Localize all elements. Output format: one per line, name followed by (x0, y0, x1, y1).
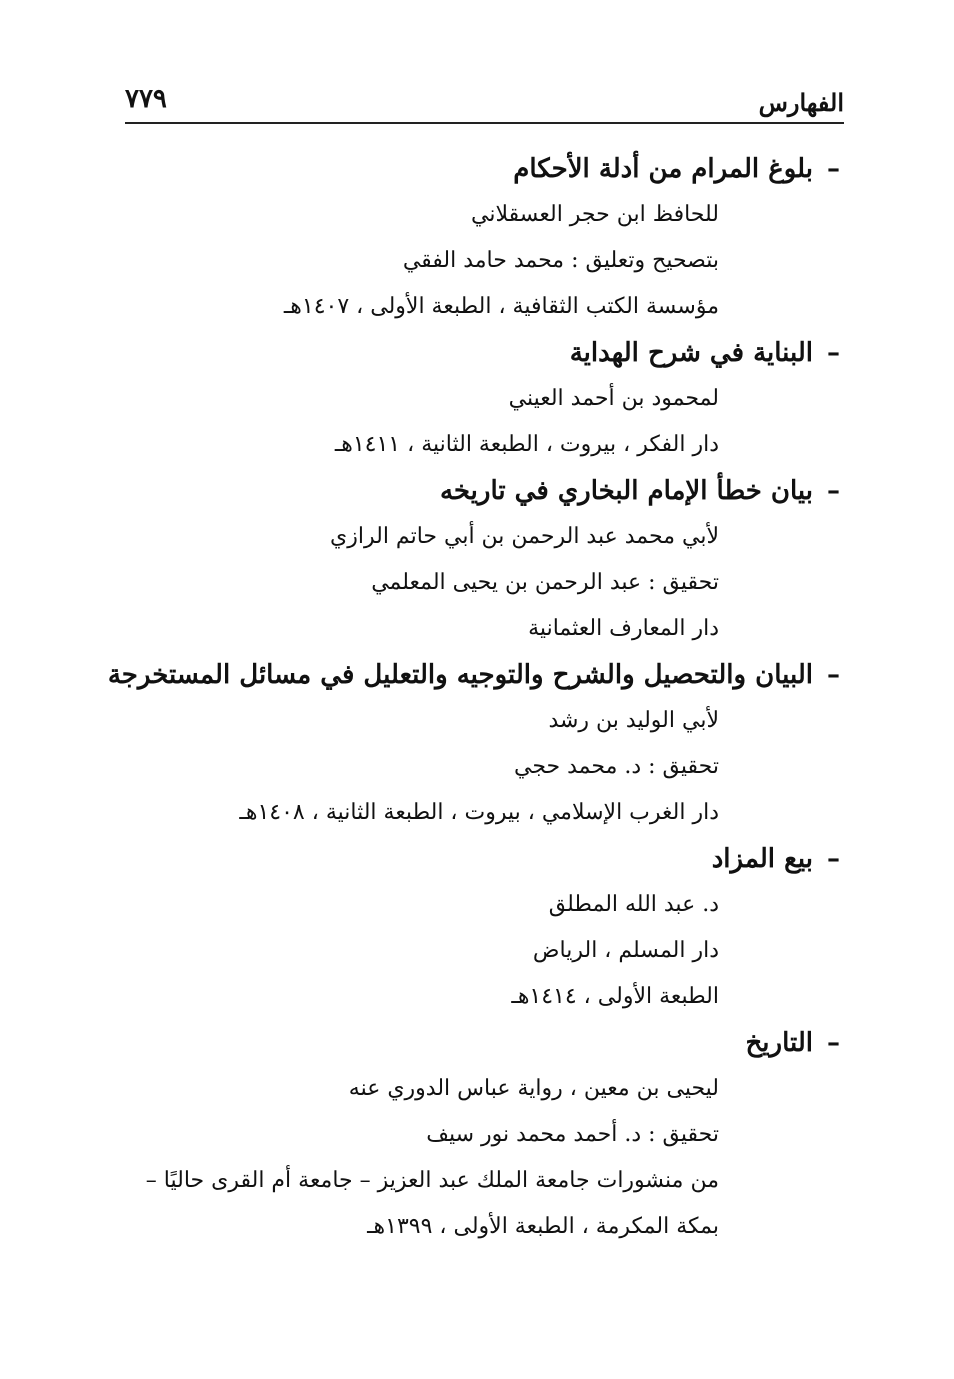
entry-author: لأبي الوليد بن رشد (548, 708, 719, 733)
entry-publisher: دار المسلم ، الرياض (532, 938, 719, 963)
entry-publisher: من منشورات جامعة الملك عبد العزيز – جامعة أم القرى حاليًا – (145, 1168, 719, 1193)
running-title: الفهارس (758, 88, 844, 117)
entry-dash: – (827, 660, 840, 690)
entry-author: ليحيى بن معين ، رواية عباس الدوري عنه (348, 1076, 719, 1101)
bibliography-entry (125, 1020, 840, 1250)
entry-author: لأبي محمد عبد الرحمن بن أبي حاتم الرازي (330, 524, 719, 549)
bibliography-entry (125, 146, 840, 330)
entry-title (125, 836, 840, 882)
bibliography-entry (125, 330, 840, 468)
entry-title (125, 1020, 840, 1066)
entry-editor: تحقيق : عبد الرحمن بن يحيى المعلمي (371, 570, 719, 595)
entry-dash: – (827, 1028, 840, 1058)
entry-edition: الطبعة الأولى ، ١٤١٤هـ (511, 984, 719, 1009)
bibliography-entry (125, 836, 840, 1020)
entry-title-text: البناية في شرح الهداية (569, 338, 813, 368)
entry-dash: – (827, 338, 840, 368)
bibliography-entry (125, 468, 840, 652)
entry-title-text: بيان خطأ الإمام البخاري في تاريخه (439, 476, 813, 506)
entry-publisher: دار المعارف العثمانية (528, 616, 719, 641)
entry-publisher: مؤسسة الكتب الثقافية ، الطبعة الأولى ، ١٤٠٧هـ (283, 294, 719, 319)
entry-title (125, 330, 840, 376)
entry-dash: – (827, 154, 840, 184)
entry-publisher: دار الفكر ، بيروت ، الطبعة الثانية ، ١٤١١هـ (334, 432, 719, 457)
bibliography-entry (107, 652, 840, 836)
header-divider (125, 122, 844, 124)
entry-title-text: التاريخ (745, 1028, 813, 1058)
entry-title (125, 146, 840, 192)
entry-editor: تحقيق : د. أحمد محمد نور سيف (426, 1122, 719, 1147)
entry-publisher-continued: بمكة المكرمة ، الطبعة الأولى ، ١٣٩٩هـ (367, 1214, 719, 1239)
entry-editor: بتصحيح وتعليق : محمد حامد الفقي (402, 248, 719, 273)
page-header (125, 78, 844, 122)
entry-title (125, 468, 840, 514)
entry-dash: – (827, 476, 840, 506)
page-number: ٧٧٩ (125, 84, 167, 114)
entry-author: للحافظ ابن حجر العسقلاني (471, 202, 719, 227)
entry-title-text: بلوغ المرام من أدلة الأحكام (513, 154, 813, 184)
entry-title-text: بيع المزاد (711, 844, 813, 874)
entry-editor: تحقيق : د. محمد حجي (513, 754, 719, 779)
entry-dash: – (827, 844, 840, 874)
bibliography-list (107, 146, 840, 1250)
entry-publisher: دار الغرب الإسلامي ، بيروت ، الطبعة الثانية ، ١٤٠٨هـ (239, 800, 719, 825)
entry-author: لمحمود بن أحمد العيني (508, 386, 719, 411)
entry-title (107, 652, 840, 698)
entry-author: د. عبد الله المطلق (548, 892, 719, 917)
entry-title-text: البيان والتحصيل والشرح والتوجيه والتعليل في مسائل المستخرجة (107, 660, 813, 690)
